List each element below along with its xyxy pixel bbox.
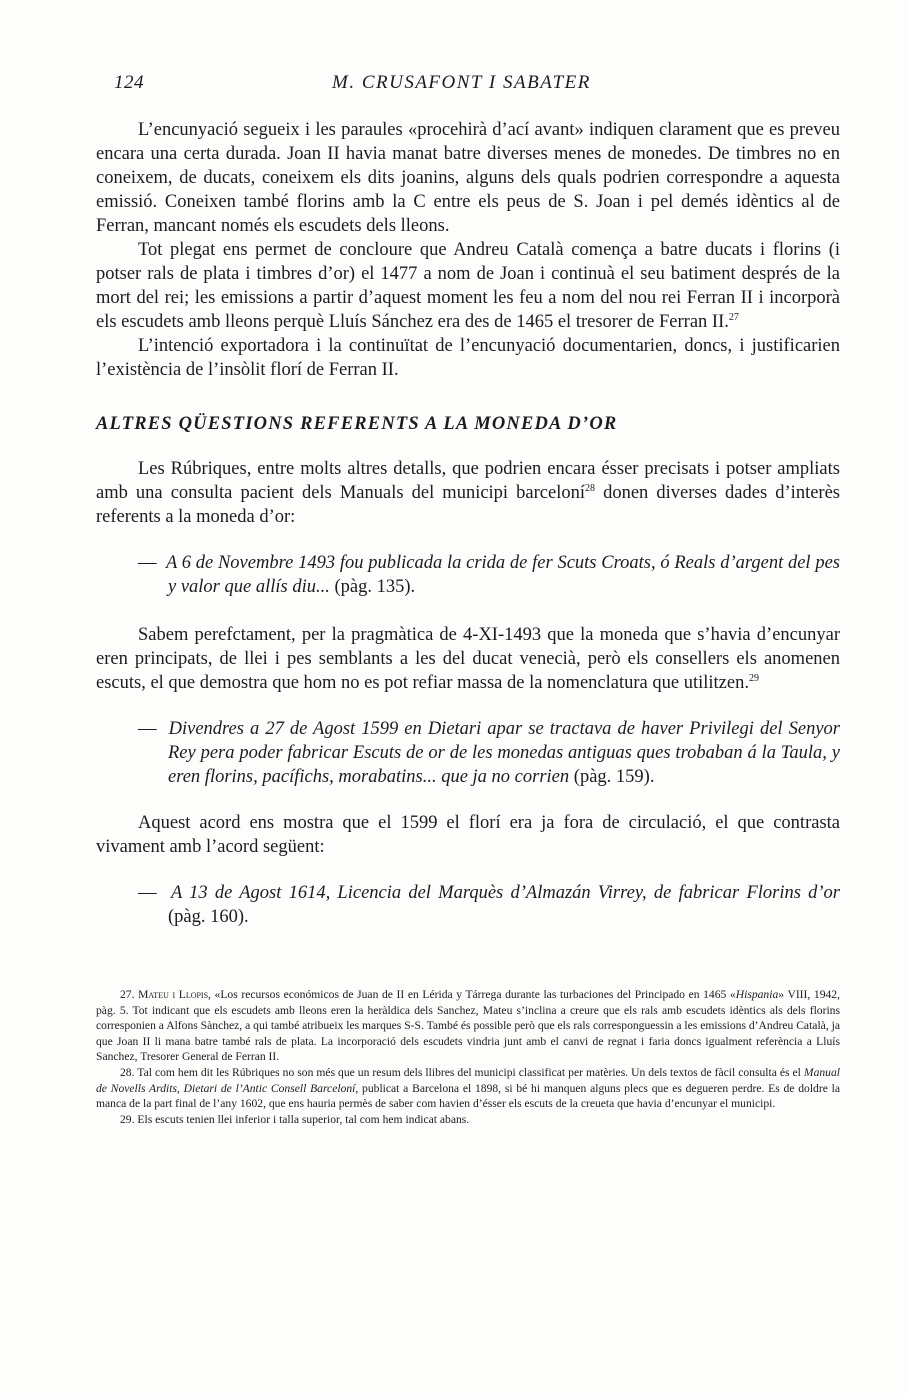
footnote-29-text: Els escuts tenien llei inferior i talla superior, tal com hem indicat abans. bbox=[137, 1112, 470, 1126]
footnote-27-journal: Hispania bbox=[735, 988, 779, 1001]
footnote-28-text-1: Tal com hem dit les Rúbriques no son més que un resum dels llibres del municipi classificat per matèries. Un dels textos de fàcil consulta és el bbox=[137, 1065, 804, 1079]
footnote-ref-29: 29 bbox=[748, 672, 759, 684]
quote-3-ref: (pàg. 160). bbox=[168, 907, 249, 927]
footnote-27-text-2: » VIII, 1942, pàg. 5. Tot indicant que els escudets amb lleons eren la heràldica dels Sanchez, Mateu s’inclina a creure que els rals amb escudets idèntics als dels florins corresponien a Alfons Sànchez, a qui també atribueix les marques S-S. També és possible però que els rals corresponguessin a les emissions d’Andreu Català, ja que Joan II li mana batre també rals de plata. La incorporació dels escudets vindria junt amb el canvi de regnat i faria doncs igualment referència a Lluís Sanchez, Tresorer General de Ferran II. bbox=[96, 988, 840, 1064]
footnote-27-text-1: , «Los recursos económicos de Juan de II en Lérida y Tárrega durante las turbaciones del Principado en 1465 « bbox=[208, 988, 736, 1001]
quote-3 bbox=[96, 881, 840, 929]
quote-2 bbox=[96, 717, 840, 789]
paragraph-5-block bbox=[96, 623, 840, 695]
quote-1 bbox=[96, 551, 840, 599]
footnote-29-number: 29. bbox=[120, 1112, 135, 1126]
quote-1-ref: (pàg. 135). bbox=[329, 577, 416, 597]
running-title: M. CRUSAFONT I SABATER bbox=[332, 72, 591, 93]
paragraph-2-text: Tot plegat ens permet de concloure que Andreu Català comença a batre ducats i florins (i potser rals de plata i timbres d’or) el 1477 a nom de Joan i continuà el seu batiment després de la mort del rei; les emissions a partir d’aquest moment les feu a nom del nou rei Ferran II i incorporà els escudets amb lleons perquè Lluís Sánchez era des de 1465 el tresorer de Ferran II. bbox=[96, 240, 840, 332]
running-head bbox=[96, 72, 840, 100]
footnote-28-text-2: , publicat a Barcelona el 1898, si bé hi manquen alguns plecs que es degueren perdre. Es de doldre la manca de la part final de l’any 1602, que ens hauria permès de saber com havien d’ésser els escuts de la creueta que havia d’encunyar el municipi. bbox=[96, 1081, 840, 1111]
footnotes bbox=[96, 987, 840, 1127]
quote-2-dash: — bbox=[138, 719, 157, 739]
footnote-ref-27: 27 bbox=[728, 311, 739, 323]
paragraph-4-after: donen diverses dades d’interès referents a la moneda d’or: bbox=[96, 483, 840, 527]
page bbox=[96, 72, 840, 1127]
footnote-28-number: 28. bbox=[120, 1065, 135, 1079]
footnote-27 bbox=[96, 987, 840, 1065]
quote-3-italic: A 13 de Agost 1614, Licencia del Marquès d’Almazán Virrey, de fabricar Florins d’or bbox=[170, 883, 841, 903]
quote-2-ref: (pàg. 159). bbox=[569, 767, 655, 787]
quote-1-italic: A 6 de Novembre 1493 fou publicada la crida de fer Scuts Croats, ó Reals d’argent del pes y valor que allís diu... bbox=[166, 553, 840, 597]
page-number: 124 bbox=[114, 72, 144, 93]
footnote-29 bbox=[96, 1112, 840, 1128]
footnote-ref-28: 28 bbox=[584, 482, 595, 494]
body-text bbox=[96, 118, 840, 382]
paragraph-4 bbox=[96, 457, 840, 529]
paragraph-6-block bbox=[96, 811, 840, 859]
paragraph-4-before: Les Rúbriques, entre molts altres detalls, que podrien encara ésser precisats i potser ampliats amb una consulta pacient dels Manuals del municipi barceloní bbox=[96, 459, 840, 503]
paragraph-5-text: Sabem perefctament, per la pragmàtica de 4-XI-1493 que la moneda que s’havia d’encunyar eren principats, de llei i pes semblants a les del ducat venecià, però els consellers els anomenen escuts, el que demostra que hom no es pot refiar massa de la nomenclatura que utilitzen. bbox=[96, 625, 840, 693]
quote-1-dash: — bbox=[138, 553, 157, 573]
footnote-27-number: 27. bbox=[120, 988, 135, 1001]
quote-3-dash: — bbox=[138, 883, 157, 903]
footnote-27-author: Mateu i Llopis bbox=[138, 988, 209, 1001]
paragraph-1: L’encunyació segueix i les paraules «procehirà d’ací avant» indiquen clarament que es preveu encara una certa durada. Joan II havia manat batre diverses menes de monedes. De timbres no en coneixem, de ducats, coneixem els dits joanins, alguns dels quals podrien correspondre a aquesta emissió. Coneixen també florins amb la C entre els peus de S. Joan i pel demés idèntics al de Ferran, mancant només els escudets dels lleons. bbox=[96, 120, 840, 236]
footnote-28 bbox=[96, 1065, 840, 1112]
paragraph-5 bbox=[96, 623, 840, 695]
paragraph-2 bbox=[96, 238, 840, 334]
paragraph-3: L’intenció exportadora i la continuïtat de l’encunyació documentarien, doncs, i justificarien l’existència de l’insòlit florí de Ferran II. bbox=[96, 336, 840, 380]
footnote-28-book: Manual de Novells Ardits, Dietari de l’Antic Consell Barceloní bbox=[96, 1065, 840, 1095]
paragraph-6: Aquest acord ens mostra que el 1599 el florí era ja fora de circulació, el que contrasta vivament amb l’acord següent: bbox=[96, 813, 840, 857]
section-heading: ALTRES QÜESTIONS REFERENTS A LA MONEDA D’OR bbox=[96, 414, 618, 434]
quote-2-italic: Divendres a 27 de Agost 1599 en Dietari apar se tractava de haver Privilegi del Senyor Rey pera poder fabricar Escuts de or de les monedas antiguas ques trobaban á la Taula, y eren florins, pacífichs, morabatins... que ja no corrien bbox=[168, 719, 840, 787]
section-body bbox=[96, 457, 840, 529]
